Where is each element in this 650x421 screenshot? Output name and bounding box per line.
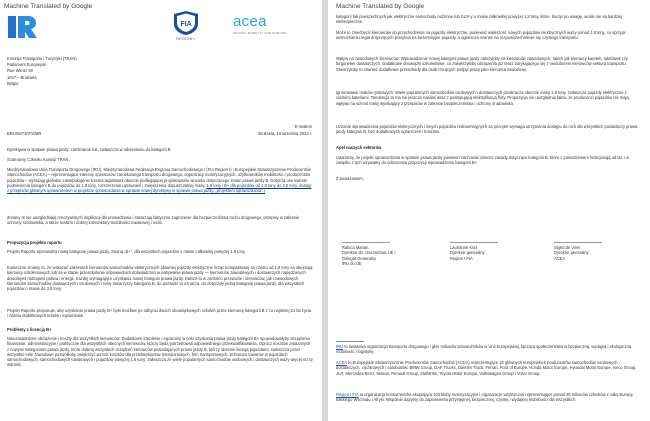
address-line: 1047 – Bruksela xyxy=(7,74,37,80)
address-line: Parlament Europejski xyxy=(7,62,46,68)
iru-logo xyxy=(6,14,40,40)
iru-link[interactable]: IRU xyxy=(336,344,344,349)
section-1-text: Projekt Raportu wprowadza nową kategorię prawa jazdy, zwaną „B+", dla wszystkich pojazdów o masie całkowitej powyżej 1,8 tony. xyxy=(7,249,246,254)
signatory-org: Region I FIA xyxy=(450,255,473,261)
signatory-role: Dyrektor generalny xyxy=(450,250,485,256)
signatory-acea xyxy=(554,242,616,261)
signatory-name: Sigrid de Vries xyxy=(554,245,581,250)
signatory-fia xyxy=(450,242,512,261)
section-1-title: Propozycja projektu raportu xyxy=(7,240,62,245)
signatory-name: Laurianne Krid xyxy=(450,245,477,250)
subject-line: Dyrektywa w sprawie prawa jazdy: zamknięcie luk, zwłaszcza w odniesieniu do kategorii B xyxy=(7,147,171,152)
fia-logo-text: FIA xyxy=(180,21,192,28)
address-line: Rue Wiertz 60 xyxy=(7,68,33,74)
signatory-name: Raluca Marian xyxy=(342,245,369,250)
section-2-text: Nieuzasadnione obciążenie i koszty dla wszystkich kierowców: Dodatkowe szkolenie i egzaminy w celu uzyskania prawa jazdy kategorii B+ spowodowałyby obciążenia finansowe, administracyjne i praktyczne dla wszystkich obecnych kierowców, którzy będą potrzebowali odpowiedniego przekwalifikowania. Oprócz kosztów zwiazanych z nowymi kategoriami prawa jazdy, które dotkną wszystkich urządzeń kierowców posiadających prawo jazdy B, którzy obecnie kierują pojazdami, zwłaszcza przez wszystkie cele zawodowe pozwoliłoby zwiększyć wzrost kosztów dla przedsiębiorstw transportowych, firm transportowych, przewozu towarów w pojazdach samochodowych, samochodowych towarowych i pojazdów powyżej 1,8 tony; zwłaszcza że wiele popularnych samochodów osobowych i dostawczych waży więcej niż tę wartość. xyxy=(7,336,313,368)
signatory-org: ACEA xyxy=(554,255,566,261)
page-2-paragraph-2: Może to zniechęcić kierowców do przechodzenia na pojazdy elektryczne, ponieważ większość nowych pojazdów elektrycznych waży ponad 1,8 tony, co sprzyja wzmocnieniu reguł dotyczących przejścia na bezemisyjne pojazdy, a ogranicza szanse na rozpowszechnienie się czystego transportu. xyxy=(336,30,626,41)
fia-region-text: REGION I xyxy=(176,37,196,41)
signature-line xyxy=(342,242,390,243)
signatory-org: IRU do UE xyxy=(342,261,362,267)
intro-text: Międzynarodowa Unia Transportu Drogowego (IRU), Międzynarodowa Federacja Regionu Samochodowego I (FIA Region I) i Europejskie Stowarzyszenie Producentów Samochodów (ACEA) – reprezentujące interesy operatorów zarobkowego transportu drogowego, organizacji motoryzacyjnych, użytkowników mobilności i producentów pojazdów – wyrażają głębokie zaniepokojenie trzema aspektami obecnie podlegającej projektowaniu wniosku dotyczącego zmian prawa jazdy B. Dotyczą one kwestii podniesienia kategorii B do pojazdów do 1,8 tony, rozszerzenia uprawnień i zwiększenia dopuszczalnej masy. xyxy=(7,167,311,188)
page-2-paragraph-3: Wpływ na zawodowych kierowców: Wprowadzenie nowej kategorii prawa jazdy nałożyłoby na kierowców zawodowych, takich jak kierowcy karetek, taksówek czy furgonetek dostawczych, dodatkowe obowiązki szkoleniowe, co zwiększyłoby obciążenia już teraz borykającego się z niedoborem kierowców sektora transportu. Stworzyłoby to również dodatkowe przeszkody dla osób chcących podjąć pracę jako kierowca zawodowy. xyxy=(336,56,628,72)
acea-wordmark: acea xyxy=(233,13,267,30)
recipient-address xyxy=(7,56,147,87)
intro-highlight: 1,8 tony i B+ dla pojazdów od 1,8 tony do 3,5 tony, dostęp z przepisów głównym uprawnieniem w projekcie sprawozdania w sprawie nowej dyrektywy w sprawie prawa jazdy, „projektem sprawozdania".) xyxy=(7,182,312,194)
machine-translated-label: Machine Translated by Google xyxy=(336,3,425,10)
signatory-iru xyxy=(342,242,404,267)
closing: Z poważaniem, xyxy=(336,176,364,181)
machine-translated-label: Machine Translated by Google xyxy=(4,3,93,10)
address-line: Komisja Transportu i Turystyki (TRAN) xyxy=(7,56,77,61)
footnote-text: to Europejskie Stowarzyszenie Producentów Samochodów (ACEA) reprezentujące 16 głównych europejskich producentów samochodów osobowych, dostawczych, ciężarowych i autobusów: BMW Group, DAF Trucks, Daimler Truck, Ferrari, Ford of Europe, Honda Motor Europe, Hyundai Motor Europe, Iveco Group, JLR, Mercedes-Benz, Nissan, Renault Group, Stellantis, Toyota Motor Europe, Volkswagen Group i Volvo Group. xyxy=(336,360,637,376)
acea-link[interactable]: ACEA xyxy=(336,360,347,365)
section-1-paragraph-3: Projekt Raportu proponuje, aby uzyskanie prawa jazdy B+ było możliwe po odbyciu dwóch obowiązkowych szkoleń przez kierowcę kategorii B z co najmniej 21 lat życia i zdaniu dodatkowych testów i egzaminów. xyxy=(7,308,312,319)
signatory-role: Dyrektor generalny xyxy=(554,250,589,256)
fia-region-logo xyxy=(168,10,204,50)
page-2-paragraph-7: Uważamy, że projekt sprawozdania w sprawie prawa jazdy powinien zachować obecne zasady dotyczące kategorii B, które z powodzeniem funkcjonują od lat, i w związku z tym wzywamy do odrzucenia propozycji wprowadzenia kategorii B+. xyxy=(336,155,630,166)
signatory-role: Dyrektor ds. rzecznictwa UE i Delegat Generalny xyxy=(342,250,396,261)
section-1-paragraph-2: Konieczne zmiany to, że wskazać zakresach kierowców samochodów elektrycznych (dawniej pojazdy elektryczne licząc kompaktowej są często od 1,8 tony są obejmują kierowcy szkoleniowych lub są w stanie przeszkolenie odpowiednich doświadczeń w nabywanie prawa jazdy — kierowców zawodowych i dostawczych napędzanych dowolnymi rodzajami paliwa i energii. Każdej wymagające uzyskania nowej kategorii prawa jazdy. Dalsze to w zarówno przewozie i kierowców, jak i zawodowych kierowców samochodów dostawczych i osobowych i rosły towarzyszy kategoria B, do pozwolić to oznacza, do dotyczyły jedną kategorię prawa jazdy, dla wszystkich pojazdów o masie do 3,5 tony. xyxy=(7,265,313,292)
signature-line xyxy=(450,242,498,243)
footnote-separator xyxy=(336,341,364,342)
delivery-method: E-mailem xyxy=(294,124,312,129)
letter-date: Bruksela, 13 września 2023 r. xyxy=(258,131,312,136)
footnote-text: to organizacja konsumencka skupiająca 103 kluby motoryzacyjne i organizacje turystyczne reprezentujące ponad 36 milionów członków z całej Europy, Bliskiego Wschodu i Afryki. Wspólnie dążymy do zapewnienia przystępnej, bezpiecznej, czystej i wydajnej mobilności dla wszystkich. xyxy=(336,392,634,403)
footnote-iru xyxy=(336,344,642,355)
page-2-paragraph-5: Uznanie wprowadzenia pojazdów elektrycznych i innych pojazdów niskoemisyjnych za priorytet wymaga utrzymania dostępu do nich dla wszystkich posiadaczy prawa jazdy kategorii B, bez dodatkowych ograniczeń i kosztów. xyxy=(336,124,638,135)
footnote-text: to światowa organizacja transportu drogowego i głos milionów przewoźników w Unii Europejskiej, łącząca społeczeństwa w bezpieczną, wydajną i ekologiczną mobilność i logistykę. xyxy=(336,344,632,355)
page-2-paragraph-4: Ignorowanie realiów rynkowych: Wiele popularnych samochodów osobowych i dostawczych przekracza obecnie masę 1,8 tony, zwłaszcza pojazdy elektryczne z ciężkimi bateriami. Tendencja ta ma się jeszcze nasilać wraz z postępującą elektryfikacją floty. Propozycja nie uwzględnia faktu, że producenci pojazdów nie mają wpływu na wzrost masy wynikający z przepisów w zakresie bezpieczeństwa i ochrony środowiska. xyxy=(336,90,629,106)
acea-logo xyxy=(233,14,303,36)
intro-paragraph xyxy=(7,167,313,193)
address-line: Belgia xyxy=(7,80,19,86)
signature-line xyxy=(554,242,602,243)
footnote-acea xyxy=(336,360,642,376)
paragraph-2: Zmiany te nie uwzględniają rzeczywistych implikacji dla prowadzenia i stwarzają faktyczne zagrożenie dla bezpieczeństwa ruchu drogowego, przepisy w zakresie ochrony środowiska, a także realizm i dobrej koniunktury mobilności towarowej i osób. xyxy=(7,215,300,226)
salutation: Szanowny Członku Komisji TRAN, xyxy=(7,157,70,162)
footnote-fia xyxy=(336,392,642,403)
fia-link[interactable]: Region I FIA xyxy=(336,392,359,397)
acea-tagline: DRIVING MOBILITY FOR EUROPE xyxy=(233,31,287,35)
reference-number: BR105073/ITS/MR xyxy=(7,131,42,136)
page-2 xyxy=(328,0,650,421)
section-2-title: Problemy z licencją B+ xyxy=(7,327,52,332)
page-1 xyxy=(0,0,322,421)
appeal-heading: Apel naszych sektorów xyxy=(336,145,382,150)
page-2-paragraph-1: kategorii tak powszechnych jak elektryczne samochody rodzinne lub SUV-y o masie całkowitej powyżej 1,8 tony, które, biorąc po uwagę, wcale nie są bardziej niebezpieczne. xyxy=(336,14,623,25)
